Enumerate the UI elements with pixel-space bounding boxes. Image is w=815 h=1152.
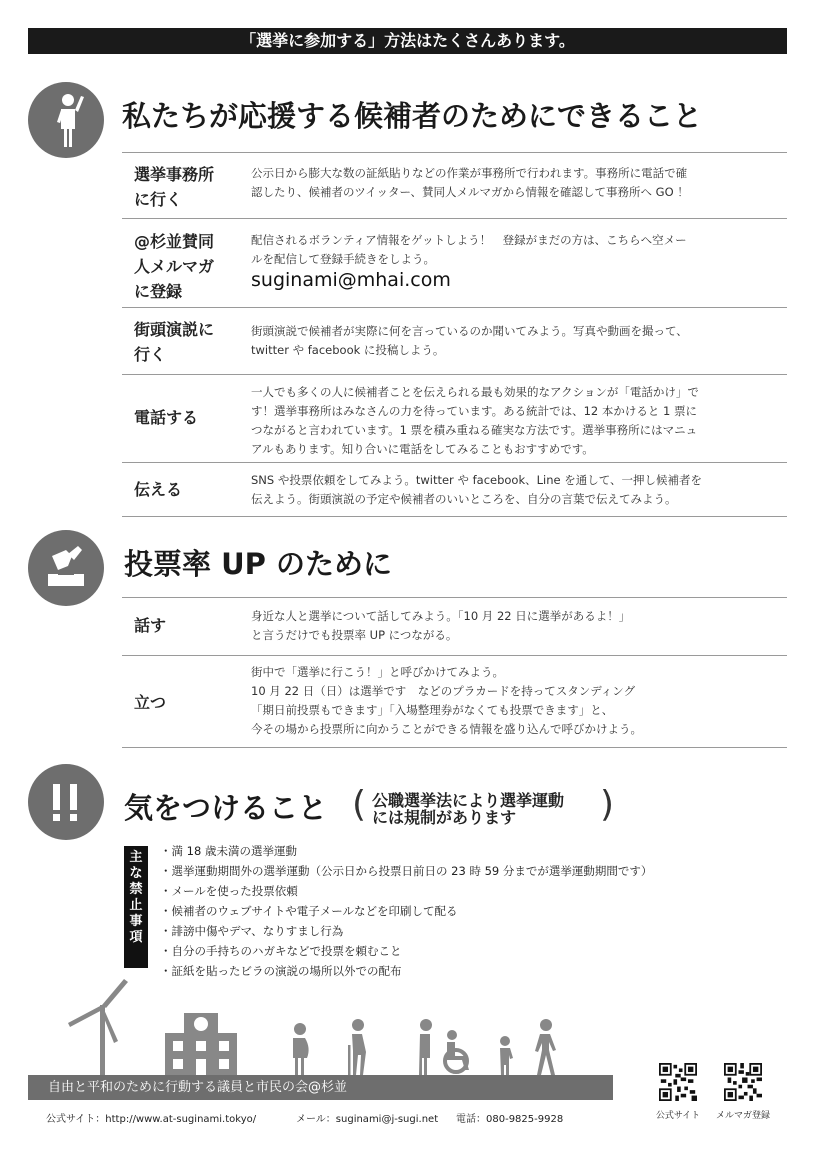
- divider: [122, 597, 787, 598]
- list-item: ・誹謗中傷やデマ、なりすまし行為: [160, 924, 344, 938]
- footer-organization-bar: 自由と平和のために行動する議員と市民の会@杉並: [28, 1075, 613, 1100]
- divider: [122, 374, 787, 375]
- contact-email-link[interactable]: メール：suginami@j-sugi.net: [296, 1114, 439, 1125]
- row-description: 街頭演説で候補者が実際に何を言っているのか聞いてみよう。写真や動画を撮って、 twitter や facebook に投稿しよう。: [251, 324, 688, 357]
- close-paren-icon: ): [600, 784, 615, 825]
- row-label: 街頭演説に 行く: [134, 320, 215, 364]
- row-description: SNS や投票依頼をしてみよう。twitter や facebook、Line を通して、一押し候補者を 伝えよう。街頭演説の予定や候補者のいいところを、自分の言葉で伝えてみよう。: [251, 473, 703, 506]
- prohibited-items-label: 主 な 禁 止 事 項: [124, 846, 148, 968]
- row-description: 一人でも多くの人に候補者ことを伝えられる最も効果的なアクションが「電話かけ」で す！選挙事務所はみなさんの力を待っています。ある統計では、12 本かけると 1 票に つながると言われています。1 票を積み重ねる確実な方法です。選挙事務所にはマニュ アルもあります。知り合いに電話をしてみることもおすすめです。: [251, 385, 699, 456]
- divider: [122, 655, 787, 656]
- section3-title: 気をつけること: [124, 791, 328, 825]
- official-site-qr-code-icon[interactable]: [659, 1063, 697, 1101]
- list-item: ・満 18 歳未満の選挙運動: [160, 844, 297, 858]
- row-label: 伝える: [134, 480, 183, 499]
- open-paren-icon: (: [352, 784, 367, 825]
- divider: [122, 462, 787, 463]
- list-item: ・メールを使った投票依頼: [160, 884, 298, 898]
- row-description: 公示日から膨大な数の証紙貼りなどの作業が事務所で行われます。事務所に電話で確 認したり、候補者のツイッター、賛同人メルマガから情報を確認して事務所へ GO ！: [251, 166, 689, 199]
- divider: [122, 307, 787, 308]
- row-label: @杉並賛同 人メルマガ に登録: [134, 232, 215, 301]
- law-note: 公職選挙法により選挙運動 には規制があります: [372, 791, 565, 827]
- list-item: ・証紙を貼ったビラの演説の場所以外での配布: [160, 964, 402, 978]
- row-label: 電話する: [134, 408, 199, 427]
- row-label: 立つ: [134, 693, 167, 712]
- mailmag-qr-code-icon[interactable]: [724, 1063, 762, 1101]
- divider: [122, 218, 787, 219]
- section2-title: 投票率 UP のために: [124, 547, 392, 581]
- list-item: ・選挙運動期間外の選挙運動（公示日から投票日前日の 23 時 59 分までが選挙運動期間です）: [160, 864, 653, 878]
- school-building-icon: [165, 1013, 237, 1075]
- top-banner: 「選挙に参加する」方法はたくさんあります。: [28, 28, 787, 54]
- divider: [122, 516, 787, 517]
- mailmag-email-link[interactable]: suginami@mhai.com: [251, 269, 451, 291]
- row-description: 街中で「選挙に行こう！」と呼びかけてみよう。 10 月 22 日（日）は選挙です などのプラカードを持ってスタンディング 「期日前投票もできます」「入場整理券がなくても投票できます」と、 今その場から投票所に向かうことができる情報を盛り込んで呼びかけよう。: [251, 665, 642, 736]
- walking-person-icon: [535, 1019, 556, 1075]
- section1-title: 私たちが応援する候補者のためにできること: [122, 99, 703, 133]
- row-label: 選挙事務所 に行く: [134, 165, 215, 209]
- qr2-label: メルマガ登録: [715, 1111, 770, 1121]
- qr1-label: 公式サイト: [655, 1111, 701, 1121]
- wind-turbine-icon: [68, 979, 128, 1075]
- townscape-illustration: [60, 975, 580, 1075]
- official-site-link[interactable]: 公式サイト：http://www.at-suginami.tokyo/: [46, 1114, 257, 1125]
- row-description: 身近な人と選挙について話してみよう。「10 月 22 日に選挙があるよ！」 と言うだけでも投票率 UP につながる。: [251, 609, 631, 642]
- pregnant-woman-icon: [293, 1023, 309, 1075]
- prohibited-list: [160, 841, 652, 981]
- raised-hand-person-icon: [28, 82, 104, 158]
- exclamation-marks-icon: [28, 764, 104, 840]
- list-item: ・候補者のウェブサイトや電子メールなどを印刷して配る: [160, 904, 458, 918]
- child-icon: [500, 1036, 513, 1075]
- ballot-box-hand-icon: [28, 530, 104, 606]
- list-item: ・自分の手持ちのハガキなどで投票を頼むこと: [160, 944, 402, 958]
- elderly-person-cane-icon: [348, 1019, 366, 1075]
- row-label: 話す: [134, 616, 167, 635]
- divider: [122, 747, 787, 748]
- divider: [122, 152, 787, 153]
- wheelchair-icon: [419, 1019, 469, 1075]
- contact-phone: 電話：080-9825-9928: [456, 1114, 564, 1125]
- row-description: 配信されるボランティア情報をゲットしよう！ 登録がまだの方は、こちらへ空メー ルを配信して登録手続きをしよう。: [251, 233, 687, 266]
